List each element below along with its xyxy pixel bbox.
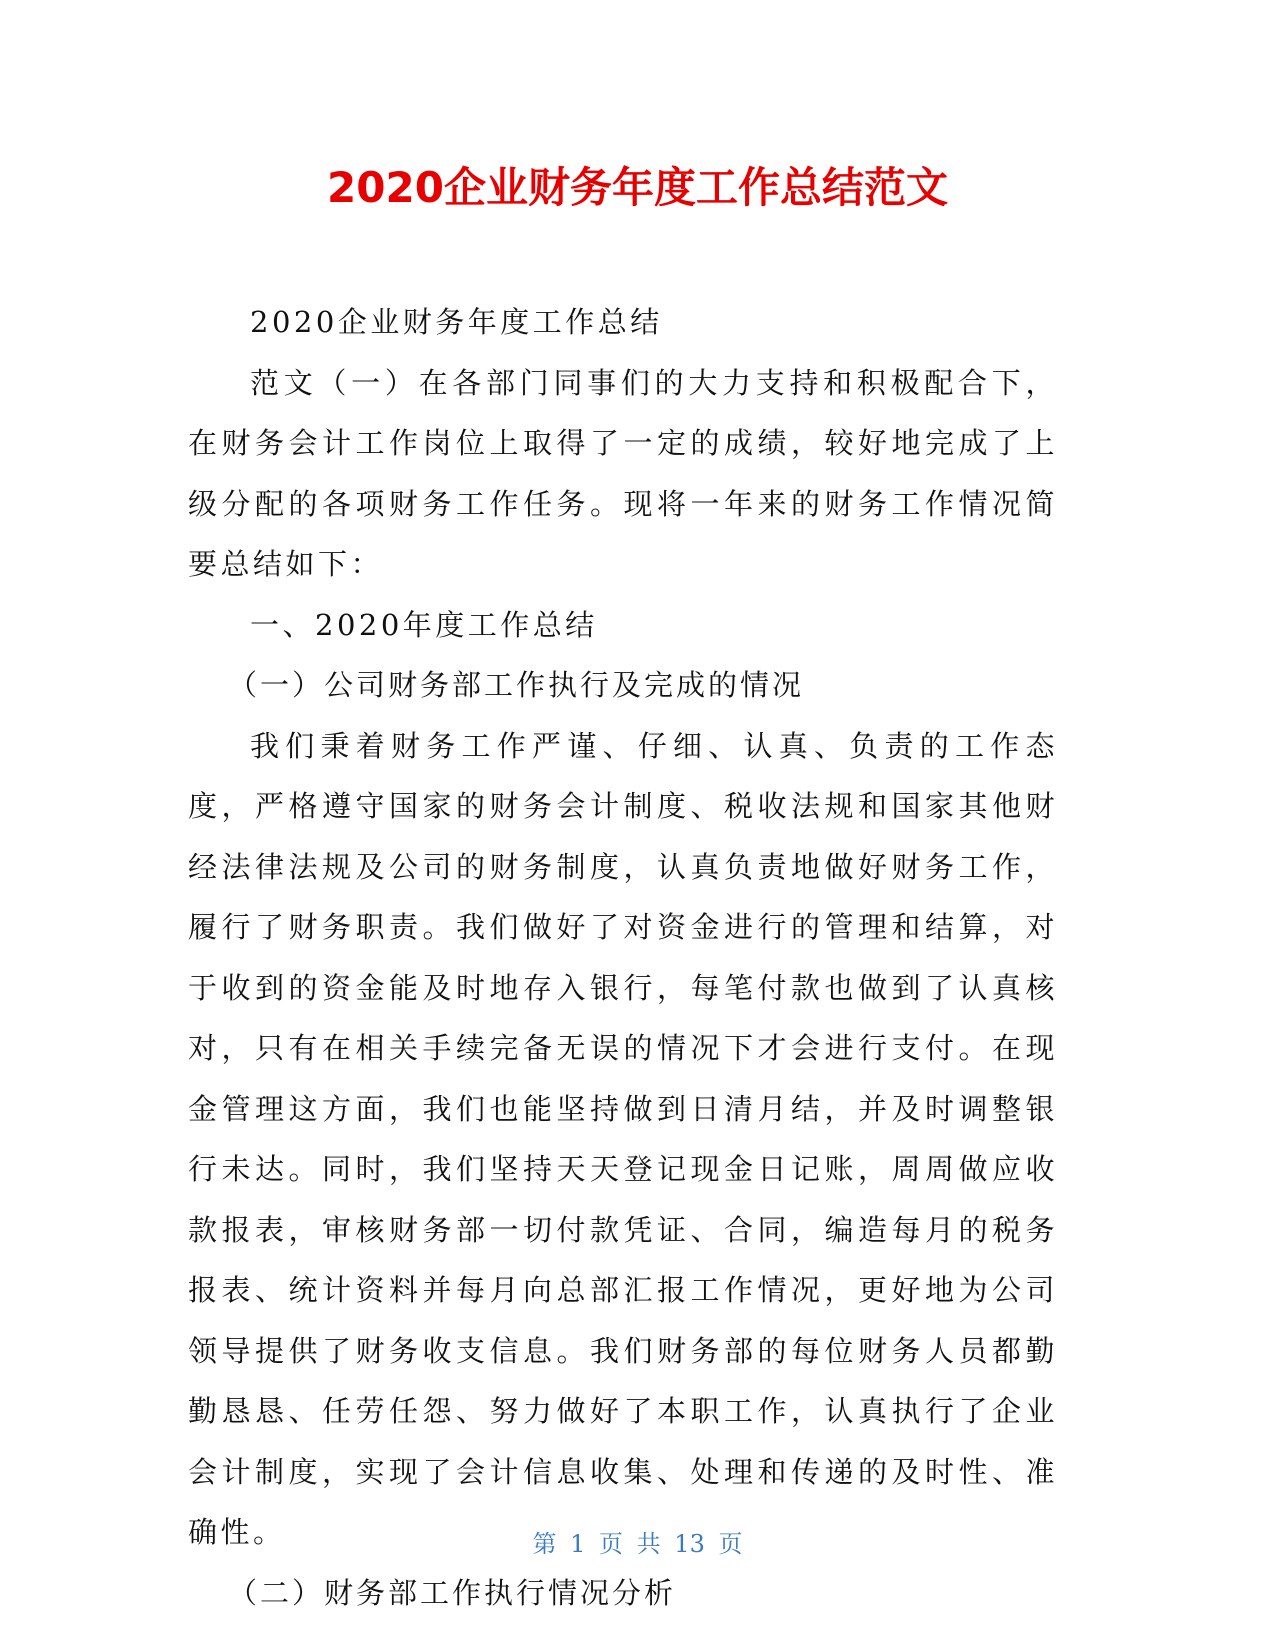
paragraph-heading: 2020企业财务年度工作总结 [250, 305, 663, 339]
subsection-heading-1: （一）公司财务部工作执行及完成的情况 [228, 668, 805, 702]
page-footer: 第 1 页 共 13 页 [532, 1530, 743, 1558]
document-body [188, 292, 1058, 1623]
subsection-heading-2: （二）财务部工作执行情况分析 [228, 1575, 677, 1610]
paragraph-body: 我们秉着财务工作严谨、仔细、认真、负责的工作态度，严格遵守国家的财务会计制度、税收法规和国家其他财经法律法规及公司的财务制度，认真负责地做好财务工作，履行了财务职责。我们做好了对资金进行的管理和结算，对于收到的资金能及时地存入银行，每笔付款也做到了认真核对，只有在相关手续完备无误的情况下才会进行支付。在现金管理这方面，我们也能坚持做到日清月结，并及时调整银行未达。同时，我们坚持天天登记现金日记账，周周做应收款报表，审核财务部一切付款凭证、合同，编造每月的税务报表、统计资料并每月向总部汇报工作情况，更好地为公司领导提供了财务收支信息。我们财务部的每位财务人员都勤勤恳恳、任劳任怨、努力做好了本职工作，认真执行了企业会计制度，实现了会计信息收集、处理和传递的及时性、准确性。 [188, 728, 1058, 1549]
paragraph-intro: 范文（一）在各部门同事们的大力支持和积极配合下，在财务会计工作岗位上取得了一定的成绩，较好地完成了上级分配的各项财务工作任务。现将一年来的财务工作情况简要总结如下： [188, 365, 1058, 581]
document-title: 2020企业财务年度工作总结范文 [327, 163, 948, 212]
section-heading-1: 一、2020年度工作总结 [250, 607, 598, 642]
